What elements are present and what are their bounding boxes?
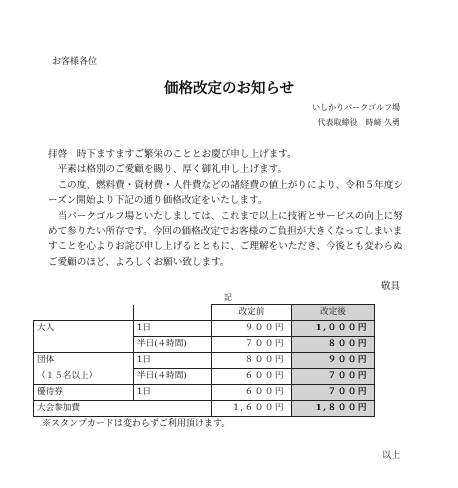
table-row [34, 353, 375, 369]
category-special: 優待券 [34, 385, 134, 401]
type-cell: 1日 [134, 385, 212, 401]
header-blank-cell [134, 305, 212, 321]
apology-paragraph: 当パークゴルフ場といたしましては、これまで以上に技術とサービスの向上に努めて参りたい所存です。今回の価格改定でお客様のご負担が大きくなってしまいますことを心よりお詫び申し上げるとともに、ご理解をいただき、今後とも変わらぬご愛顧のほど、よろしくお願い致します。 [48, 210, 403, 268]
category-tournament: 大会参加費 [34, 401, 212, 417]
thanks-paragraph: 平素は格別のご愛顧を賜り、厚く御礼申し上げます。 [57, 164, 288, 176]
type-cell: 半日(４時間) [134, 369, 212, 385]
table-row [34, 369, 375, 385]
header-before: 改定前 [212, 305, 292, 321]
price-after: ９００円 [292, 353, 375, 369]
price-after: ７００円 [292, 369, 375, 385]
price-after: ７００円 [292, 385, 375, 401]
category-group: 団体 [34, 353, 134, 369]
type-cell: 1日 [134, 321, 212, 337]
category-adult-cont [34, 337, 134, 353]
price-before: 1,６００円 [212, 401, 292, 417]
closing-keigu: 敬具 [380, 281, 400, 292]
header-blank-cell [34, 305, 134, 321]
price-table [33, 304, 375, 417]
stamp-card-note: ※スタンプカードは変わらずご利用頂けます。 [42, 419, 231, 429]
closing-ijou: 以上 [381, 451, 400, 461]
revision-reason-paragraph: この度、燃料費・資材費・人件費などの諸経費の値上がりにより、令和５年度シーズン開始より下記の通り価格改定をいたします。 [48, 179, 403, 207]
category-group-size: （１５名以上） [34, 369, 134, 385]
price-before: ６００円 [212, 385, 292, 401]
page-title: 価格改定のお知らせ [163, 80, 295, 97]
ki-heading: 記 [224, 293, 232, 302]
category-adult: 大人 [34, 321, 134, 337]
sender-organization: いしかりパークゴルフ場 [312, 103, 400, 112]
price-after: ８００円 [292, 337, 375, 353]
letter-body [48, 147, 404, 270]
table-row [34, 401, 375, 417]
sender-representative: 代表取締役 時﨑 久勇 [317, 118, 400, 127]
addressee: お客様各位 [52, 57, 98, 67]
price-after: 1,８００円 [292, 401, 375, 417]
greeting-paragraph: 拝啓 時下ますますご繁栄のこととお慶び申し上げます。 [48, 149, 297, 160]
price-after: 1,０００円 [292, 321, 375, 337]
header-after: 改定後 [292, 305, 375, 321]
table-row [34, 321, 375, 337]
price-before: ６００円 [212, 369, 292, 385]
table-header-row [34, 305, 375, 321]
price-before: ７００円 [212, 337, 292, 353]
price-before: ８００円 [212, 353, 292, 369]
type-cell: 半日(４時間) [134, 337, 212, 353]
table-row [34, 337, 375, 353]
type-cell: 1日 [134, 353, 212, 369]
price-before: ９００円 [212, 321, 292, 337]
table-row [34, 385, 375, 401]
